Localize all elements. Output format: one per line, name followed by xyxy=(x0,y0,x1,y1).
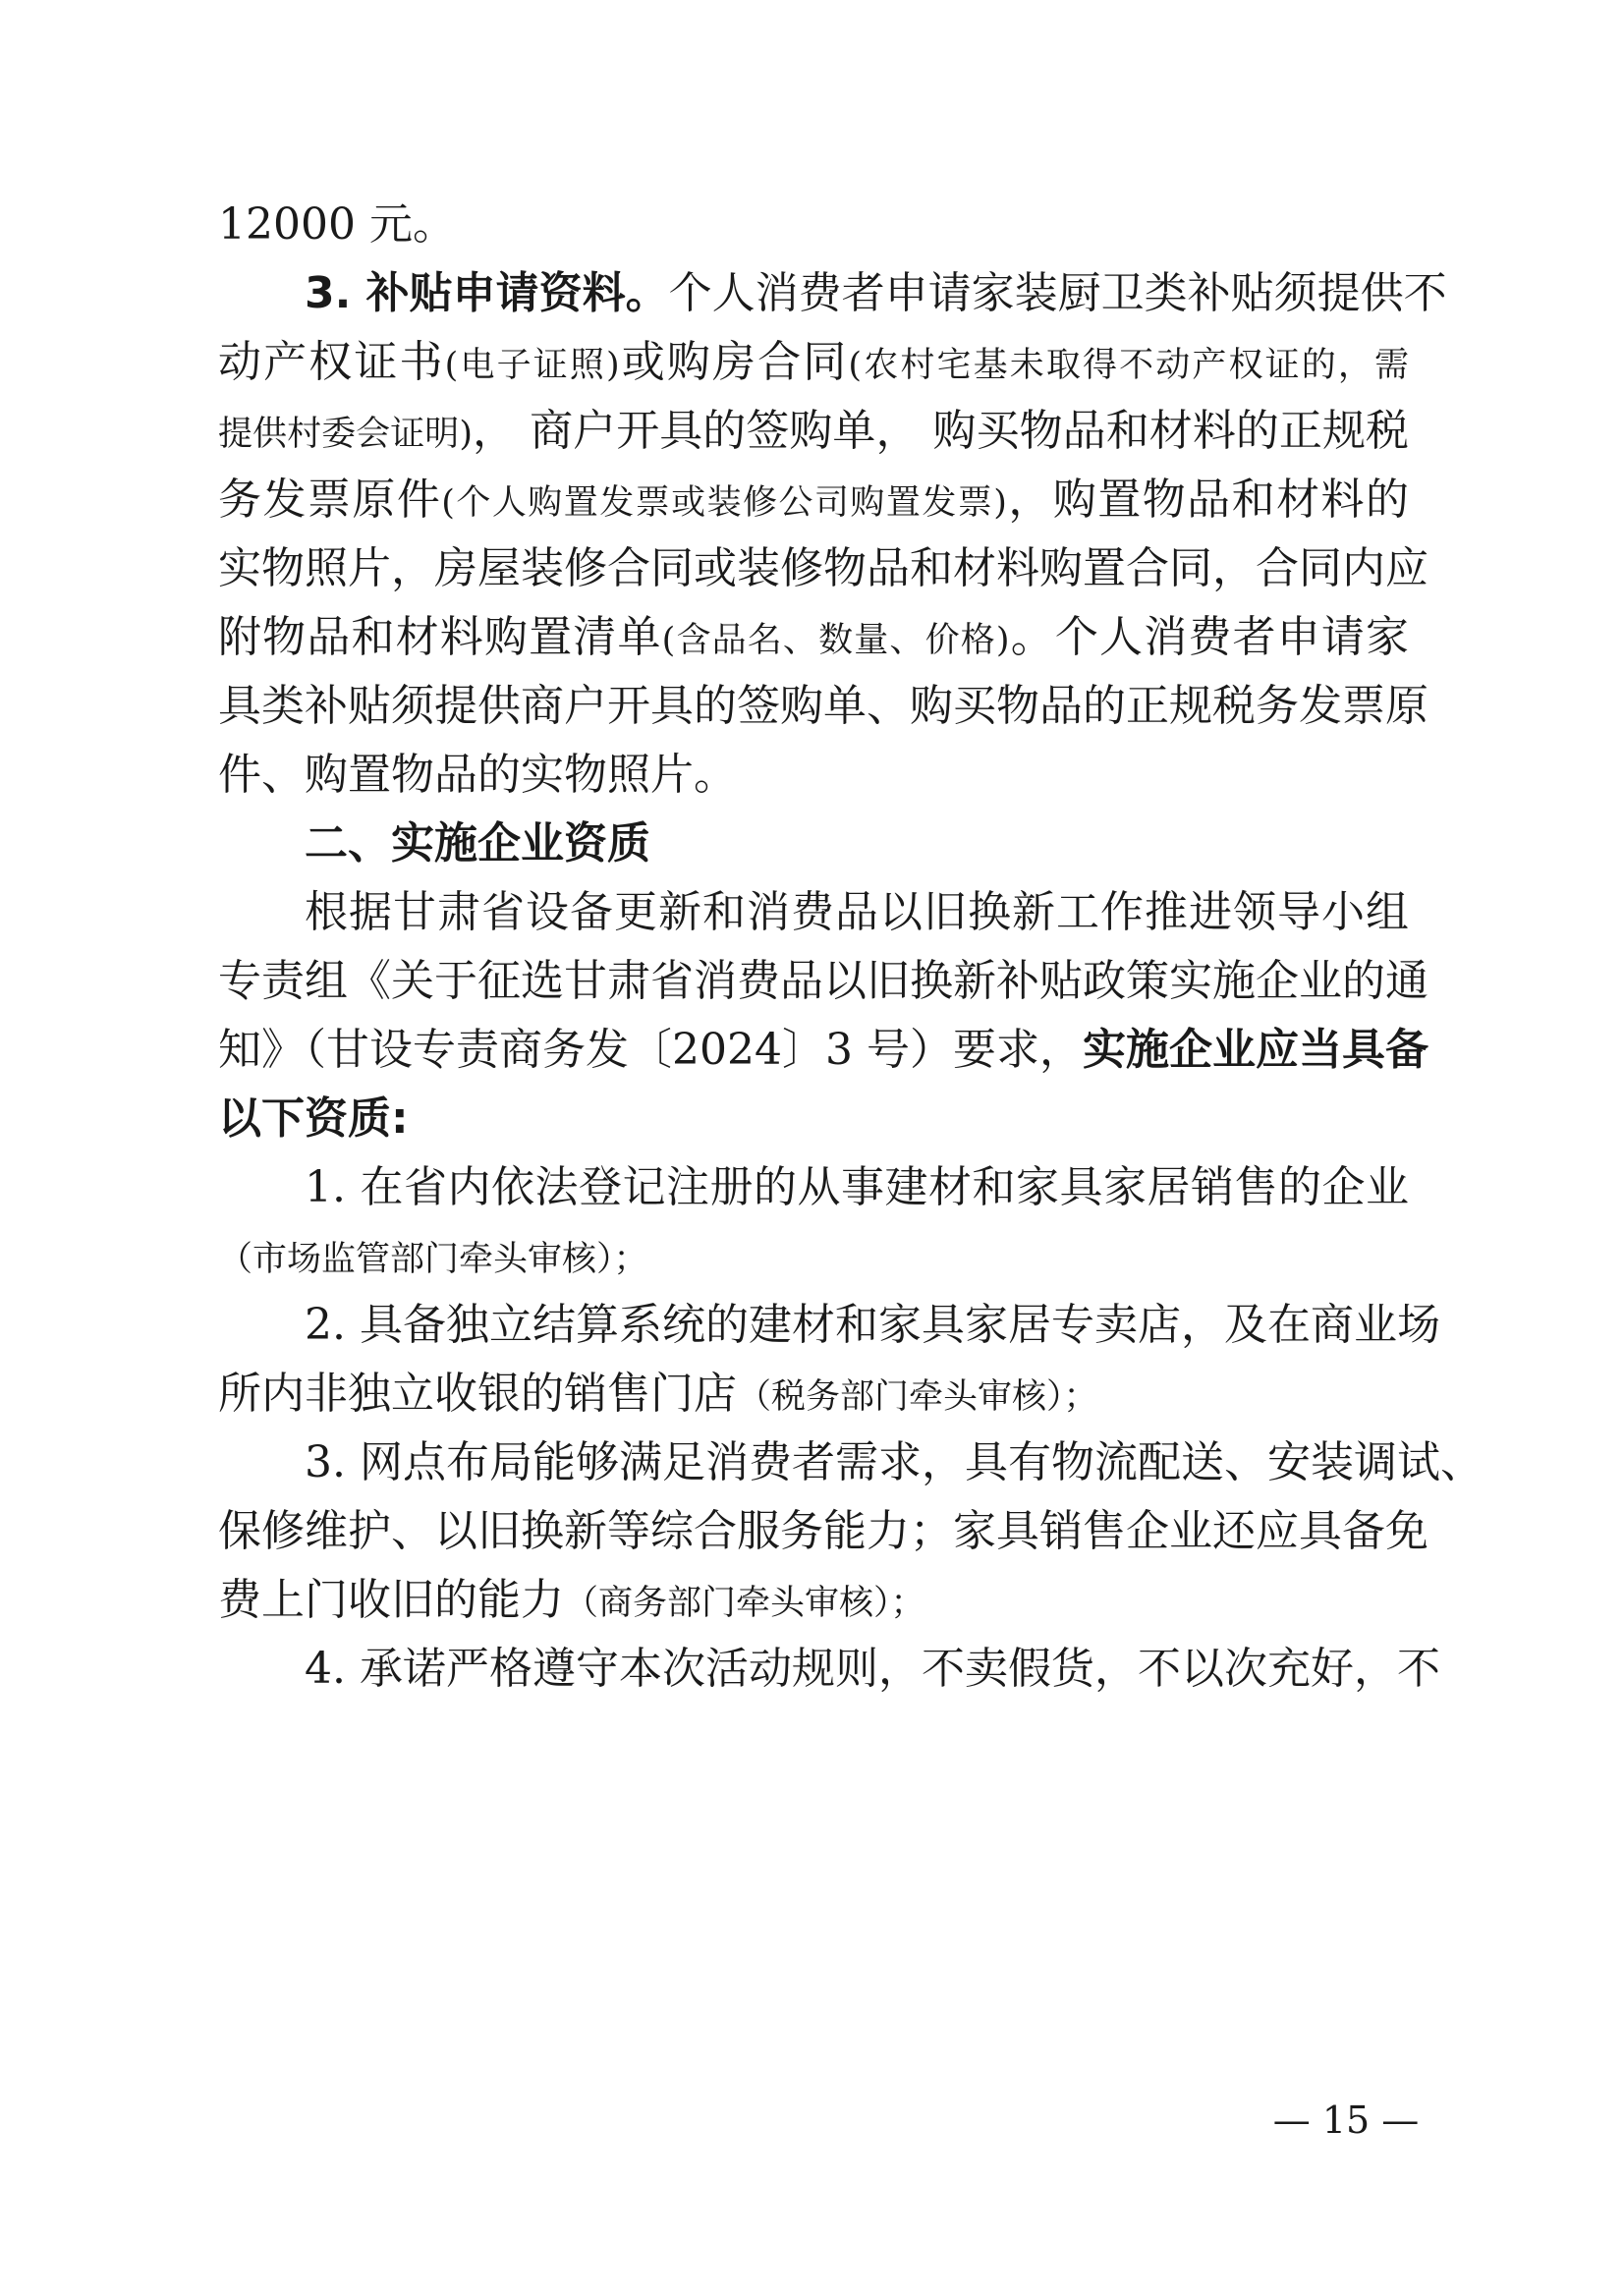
text-line: 附物品和材料购置清单(含品名、数量、价格)。个人消费者申请家 xyxy=(218,612,1410,662)
text-line: 以下资质: xyxy=(218,1093,409,1144)
text-line: 务发票原件(个人购置发票或装修公司购置发票)，购置物品和材料的 xyxy=(218,475,1410,525)
text-line: 实物照片，房屋装修合同或装修物品和材料购置合同，合同内应 xyxy=(218,543,1428,593)
text-line: 件、购置物品的实物照片。 xyxy=(218,750,737,800)
text-line: 具类补贴须提供商户开具的签购单、购买物品的正规税务发票原 xyxy=(218,681,1428,731)
list-item: 3. 网点布局能够满足消费者需求，具有物流配送、安装调试、 xyxy=(305,1437,1484,1487)
text-line: （市场监管部门牵头审核）； xyxy=(218,1240,648,1279)
text-line: 动产权证书(电子证照)或购房合同(农村宅基未取得不动产权证的，需 xyxy=(218,337,1410,387)
list-item: 1. 在省内依法登记注册的从事建材和家具家居销售的企业 xyxy=(305,1162,1409,1212)
section-heading: 二、实施企业资质 xyxy=(305,818,650,868)
text-line: 3. 补贴申请资料。个人消费者申请家装厨卫类补贴须提供不 xyxy=(305,268,1447,318)
text-line: 所内非独立收银的销售门店（税务部门牵头审核）； xyxy=(218,1369,1098,1419)
text-line: 知》（甘设专责商务发〔2024〕3 号）要求，实施企业应当具备 xyxy=(218,1025,1428,1075)
text-line: 保修维护、以旧换新等综合服务能力；家具销售企业还应具备免 xyxy=(218,1506,1428,1556)
text-line: 根据甘肃省设备更新和消费品以旧换新工作推进领导小组 xyxy=(305,887,1409,937)
text-line: 12000 元。 xyxy=(218,199,456,250)
text-line: 提供村委会证明)， 商户开具的签购单， 购买物品和材料的正规税 xyxy=(218,406,1409,456)
text-line: 费上门收旧的能力（商务部门牵头审核）； xyxy=(218,1575,925,1625)
list-item: 4. 承诺严格遵守本次活动规则，不卖假货，不以次充好，不 xyxy=(305,1644,1440,1694)
list-item: 2. 具备独立结算系统的建材和家具家居专卖店，及在商业场 xyxy=(305,1300,1440,1350)
page-number: — 15 — xyxy=(1272,2099,1420,2142)
text-line: 专责组《关于征选甘肃省消费品以旧换新补贴政策实施企业的通 xyxy=(218,956,1428,1006)
subsection-heading: 3. 补贴申请资料。 xyxy=(305,268,669,318)
